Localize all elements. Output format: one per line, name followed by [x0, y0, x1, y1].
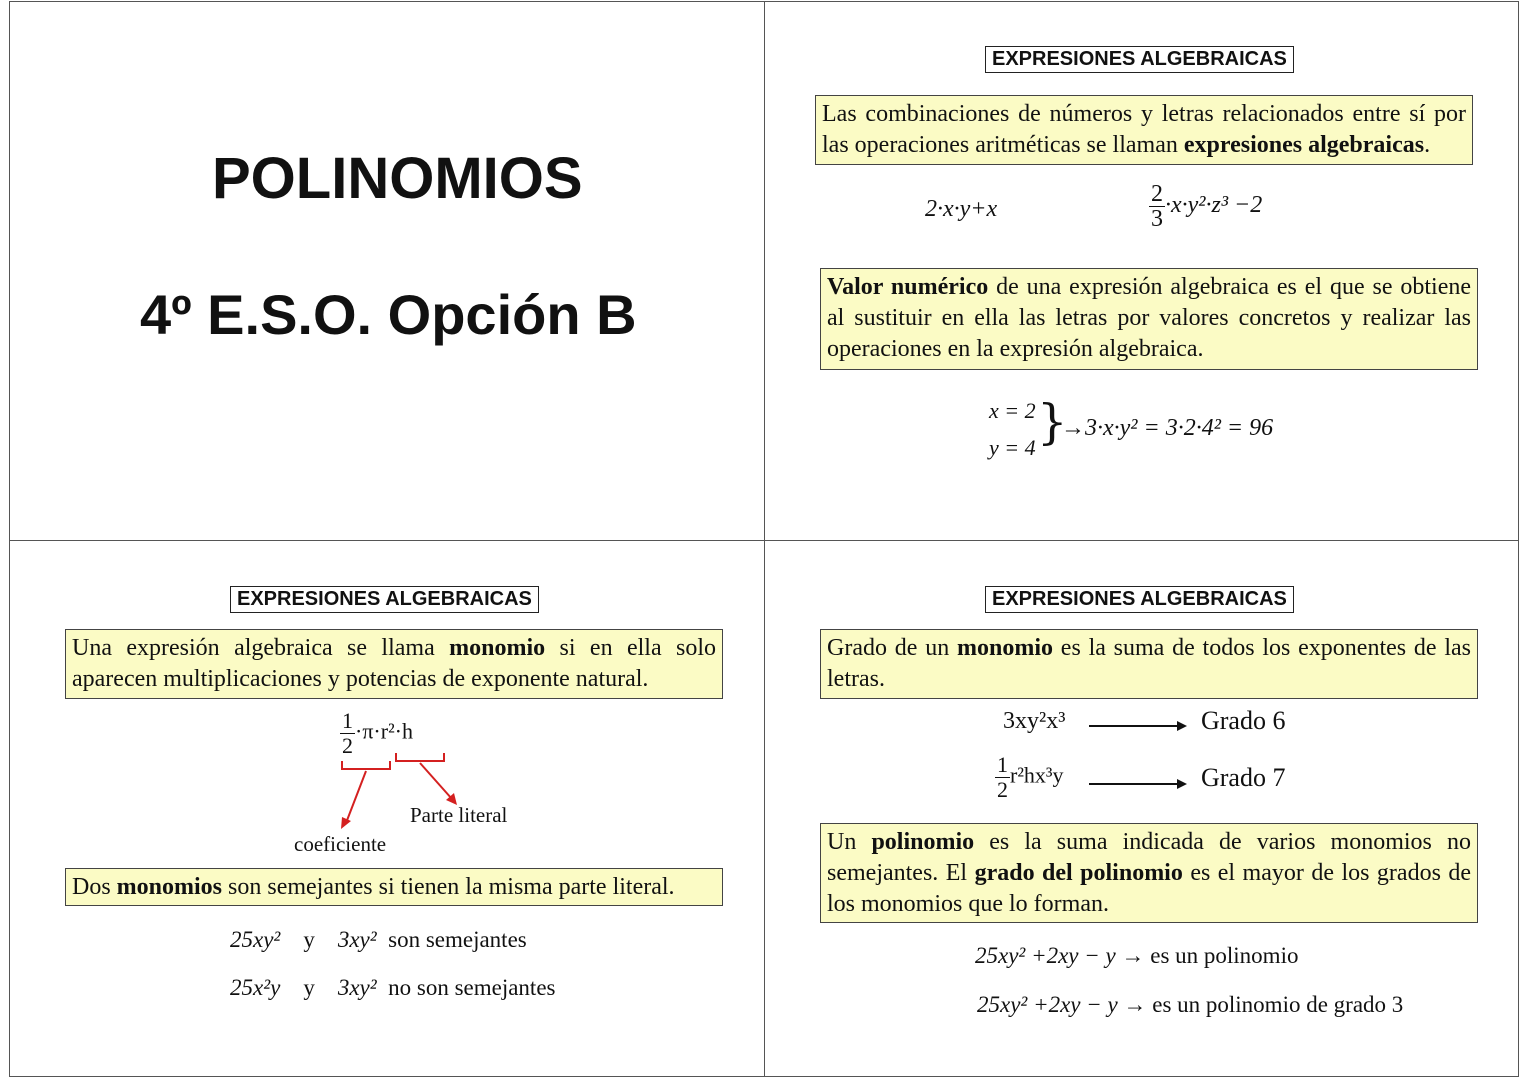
arrow-right-icon [1089, 725, 1185, 727]
polinomio-definition-box [820, 823, 1478, 923]
definition-term: monomio [957, 635, 1053, 661]
literal-arrow [420, 763, 452, 799]
definition-term-2: grado del polinomio [974, 860, 1183, 886]
example-semejantes: 25xy² y 3xy² son semejantes [230, 927, 527, 952]
fraction: $\frac{1}{2}$ [342, 708, 353, 758]
definition-text-mid: es la suma indicada de varios monomios no semejantes. El [827, 829, 1471, 886]
arrow-right-icon [1089, 783, 1185, 785]
label-coeficiente: coeficiente [294, 832, 387, 856]
definition-term: Valor numérico [827, 274, 989, 300]
main-title: POLINOMIOS [212, 146, 583, 211]
definition-term: expresiones algebraicas [1183, 132, 1425, 158]
definition-text: Un [827, 829, 872, 855]
definition-term: polinomio [871, 829, 975, 855]
definition-text-end: son semejantes si tienen la misma parte literal. [222, 874, 675, 900]
brace-icon: } [1037, 394, 1068, 450]
grado-example-1: 3xy²x³ [1003, 708, 1066, 734]
definition-box [815, 95, 1473, 165]
polinomio-example-2: 25xy² +2xy − y → es un polinomio de grado 3 [977, 992, 1404, 1017]
definition-text-end: es la suma de todos los exponentes de las letras. [827, 635, 1471, 692]
example-expression-2: $\frac{2}{3}$ ·x·y²·z³ −2 [1151, 181, 1263, 232]
grado-definition-box [820, 629, 1478, 699]
definition-text: Una expresión algebraica se llama [72, 635, 450, 661]
definition-text: Las combinaciones de números y letras relacionados entre sí por las operaciones aritméticas se llaman [822, 101, 1466, 158]
definition-term: monomio [449, 635, 546, 661]
slide-heading: EXPRESIONES ALGEBRAICAS [985, 46, 1294, 73]
definition-text-end: es el mayor de los grados de los monomios que lo forman. [827, 860, 1472, 917]
eval-result: →3·x·y² = 3·2·4² = 96 [1061, 415, 1274, 441]
polinomio-example-1: 25xy² +2xy − y → es un polinomio [975, 943, 1299, 968]
definition-text-end: si en ella solo aparecen multiplicaciones y potencias de exponente natural. [72, 635, 716, 692]
slide-monomio [10, 541, 764, 1077]
definition-end: . [1424, 132, 1431, 158]
literal-bracket [396, 753, 444, 761]
eval-x: x = 2 [989, 398, 1036, 423]
slide-heading: EXPRESIONES ALGEBRAICAS [985, 586, 1294, 613]
grado-label-6: Grado 6 [1201, 706, 1286, 735]
slide-title [10, 2, 764, 540]
grado-example-2: $\frac{1}{2}$ r²hx³y [997, 752, 1064, 802]
slide-grado [765, 541, 1519, 1077]
fraction: $\frac{2}{3}$ [1151, 181, 1163, 232]
example-expression-1: 2·x·y+x [925, 196, 998, 222]
subtitle: 4º E.S.O. Opción B [140, 283, 637, 346]
example-no-semejantes: 25x²y y 3xy² no son semejantes [230, 975, 556, 1000]
coefficient-arrow [346, 771, 366, 823]
coefficient-bracket [342, 761, 390, 769]
definition-text: Grado de un [827, 635, 957, 661]
definition-text: Dos [72, 874, 117, 900]
fraction: $\frac{1}{2}$ [997, 752, 1008, 802]
slide-expresiones [765, 2, 1519, 540]
eval-y: y = 4 [989, 435, 1036, 460]
semejantes-definition-box [65, 868, 723, 906]
label-parte-literal: Parte literal [410, 803, 508, 827]
definition-text: de una expresión algebraica es el que se obtiene al sustituir en ella las letras por valores concretos y realizar las operaciones en la expresión algebraica. [827, 274, 1472, 362]
grado-label-7: Grado 7 [1201, 763, 1286, 792]
monomio-example: $\frac{1}{2}$ ·π·r²·h [342, 708, 414, 758]
definition-term: monomios [116, 874, 223, 900]
coefficient-arrowhead [341, 817, 351, 829]
valor-numerico-box [820, 268, 1478, 370]
slide-heading: EXPRESIONES ALGEBRAICAS [230, 586, 539, 613]
